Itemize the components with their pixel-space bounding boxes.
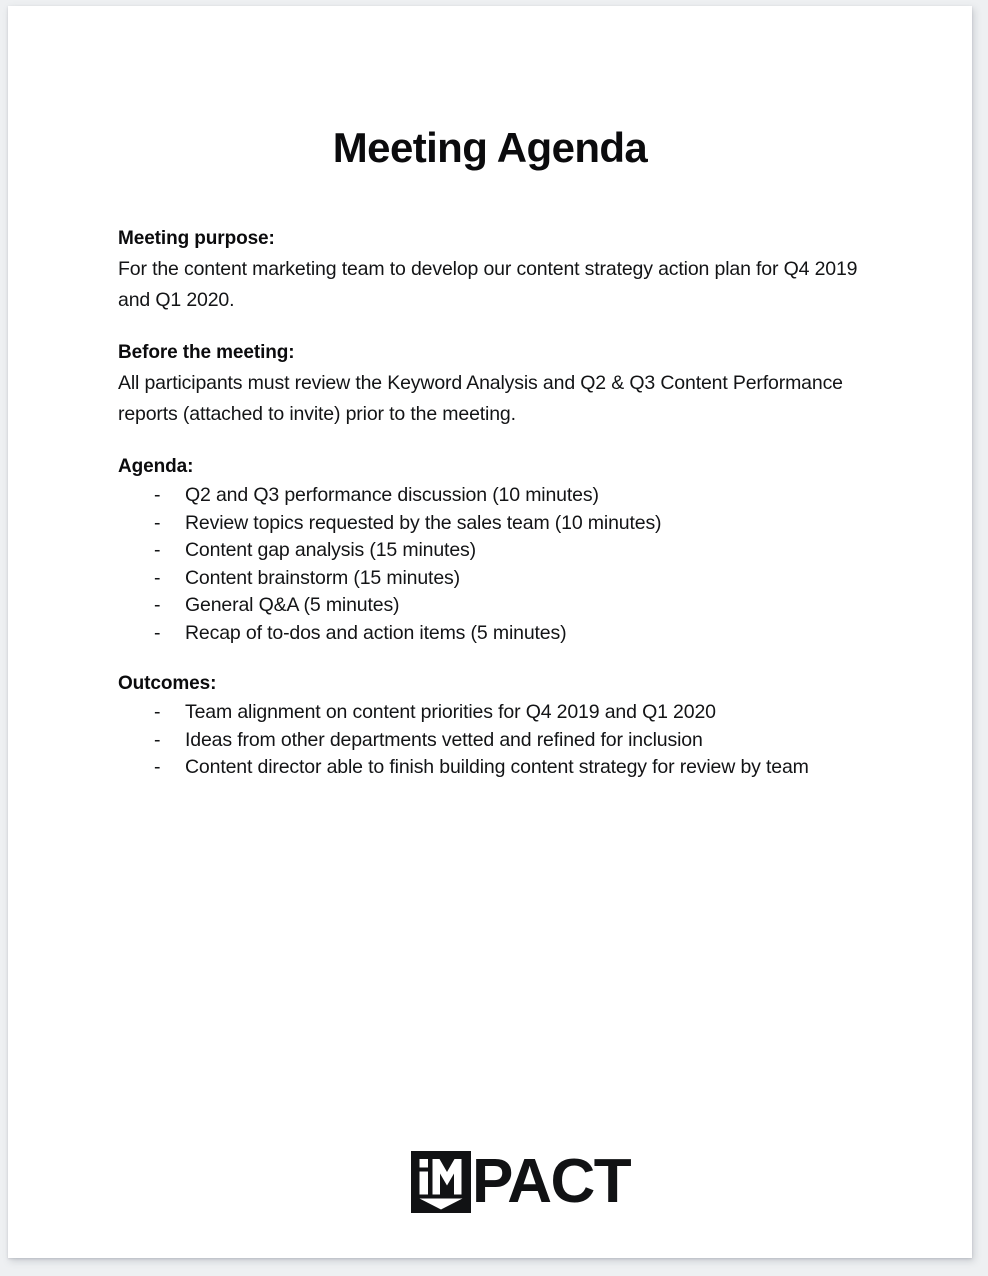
list-item xyxy=(118,482,870,510)
section-heading: Agenda: xyxy=(118,456,194,477)
section-meeting-purpose xyxy=(118,224,870,316)
list-item-label: Team alignment on content priorities for Q4 2019 and Q1 2020 xyxy=(185,701,716,723)
list-item-label: Ideas from other departments vetted and refined for inclusion xyxy=(185,728,703,751)
impact-logo-wordmark: PACT xyxy=(472,1147,631,1216)
list-item-label: General Q&A (5 minutes) xyxy=(185,594,400,616)
dash-marker-icon: - xyxy=(154,621,161,644)
section-heading: Meeting purpose: xyxy=(118,228,275,249)
page-title: Meeting Agenda xyxy=(332,124,648,171)
list-item-label: Review topics requested by the sales team (10 minutes) xyxy=(185,511,662,534)
dash-marker-icon: - xyxy=(154,566,161,589)
list-item-label: Recap of to-dos and action items (5 minutes) xyxy=(185,621,567,644)
list-item xyxy=(118,537,870,565)
list-item-label: Content brainstorm (15 minutes) xyxy=(185,566,460,589)
section-paragraph: For the content marketing team to develop our content strategy action plan for Q4 2019 and Q1 2020. xyxy=(118,258,858,311)
section-outcomes xyxy=(118,669,870,782)
dash-marker-icon: - xyxy=(154,594,161,616)
dash-marker-icon: - xyxy=(154,756,161,778)
list-item xyxy=(118,727,870,755)
impact-logo-icon xyxy=(411,1151,471,1213)
outcomes-list xyxy=(118,699,870,782)
list-item xyxy=(118,754,870,782)
list-item xyxy=(118,565,870,593)
section-heading: Before the meeting: xyxy=(118,342,295,363)
agenda-list xyxy=(118,482,870,647)
document-body xyxy=(118,224,870,782)
section-agenda xyxy=(118,452,870,647)
dash-marker-icon: - xyxy=(154,511,161,534)
list-item xyxy=(118,510,870,538)
document-page xyxy=(8,6,972,1258)
list-item xyxy=(118,620,870,648)
dash-marker-icon: - xyxy=(154,728,161,751)
dash-marker-icon: - xyxy=(154,539,161,561)
list-item-label: Q2 and Q3 performance discussion (10 minutes) xyxy=(185,484,599,506)
list-item xyxy=(118,592,870,620)
dash-marker-icon: - xyxy=(154,701,161,723)
list-item xyxy=(118,699,870,727)
section-heading: Outcomes: xyxy=(118,673,217,694)
list-item-label: Content director able to finish building content strategy for review by team xyxy=(185,756,809,778)
section-paragraph: All participants must review the Keyword Analysis and Q2 & Q3 Content Performance reports (attached to invite) prior to the meeting. xyxy=(118,372,843,425)
section-before-the-meeting xyxy=(118,338,870,430)
impact-logo xyxy=(411,1149,630,1215)
list-item-label: Content gap analysis (15 minutes) xyxy=(185,539,476,561)
dash-marker-icon: - xyxy=(154,484,161,506)
